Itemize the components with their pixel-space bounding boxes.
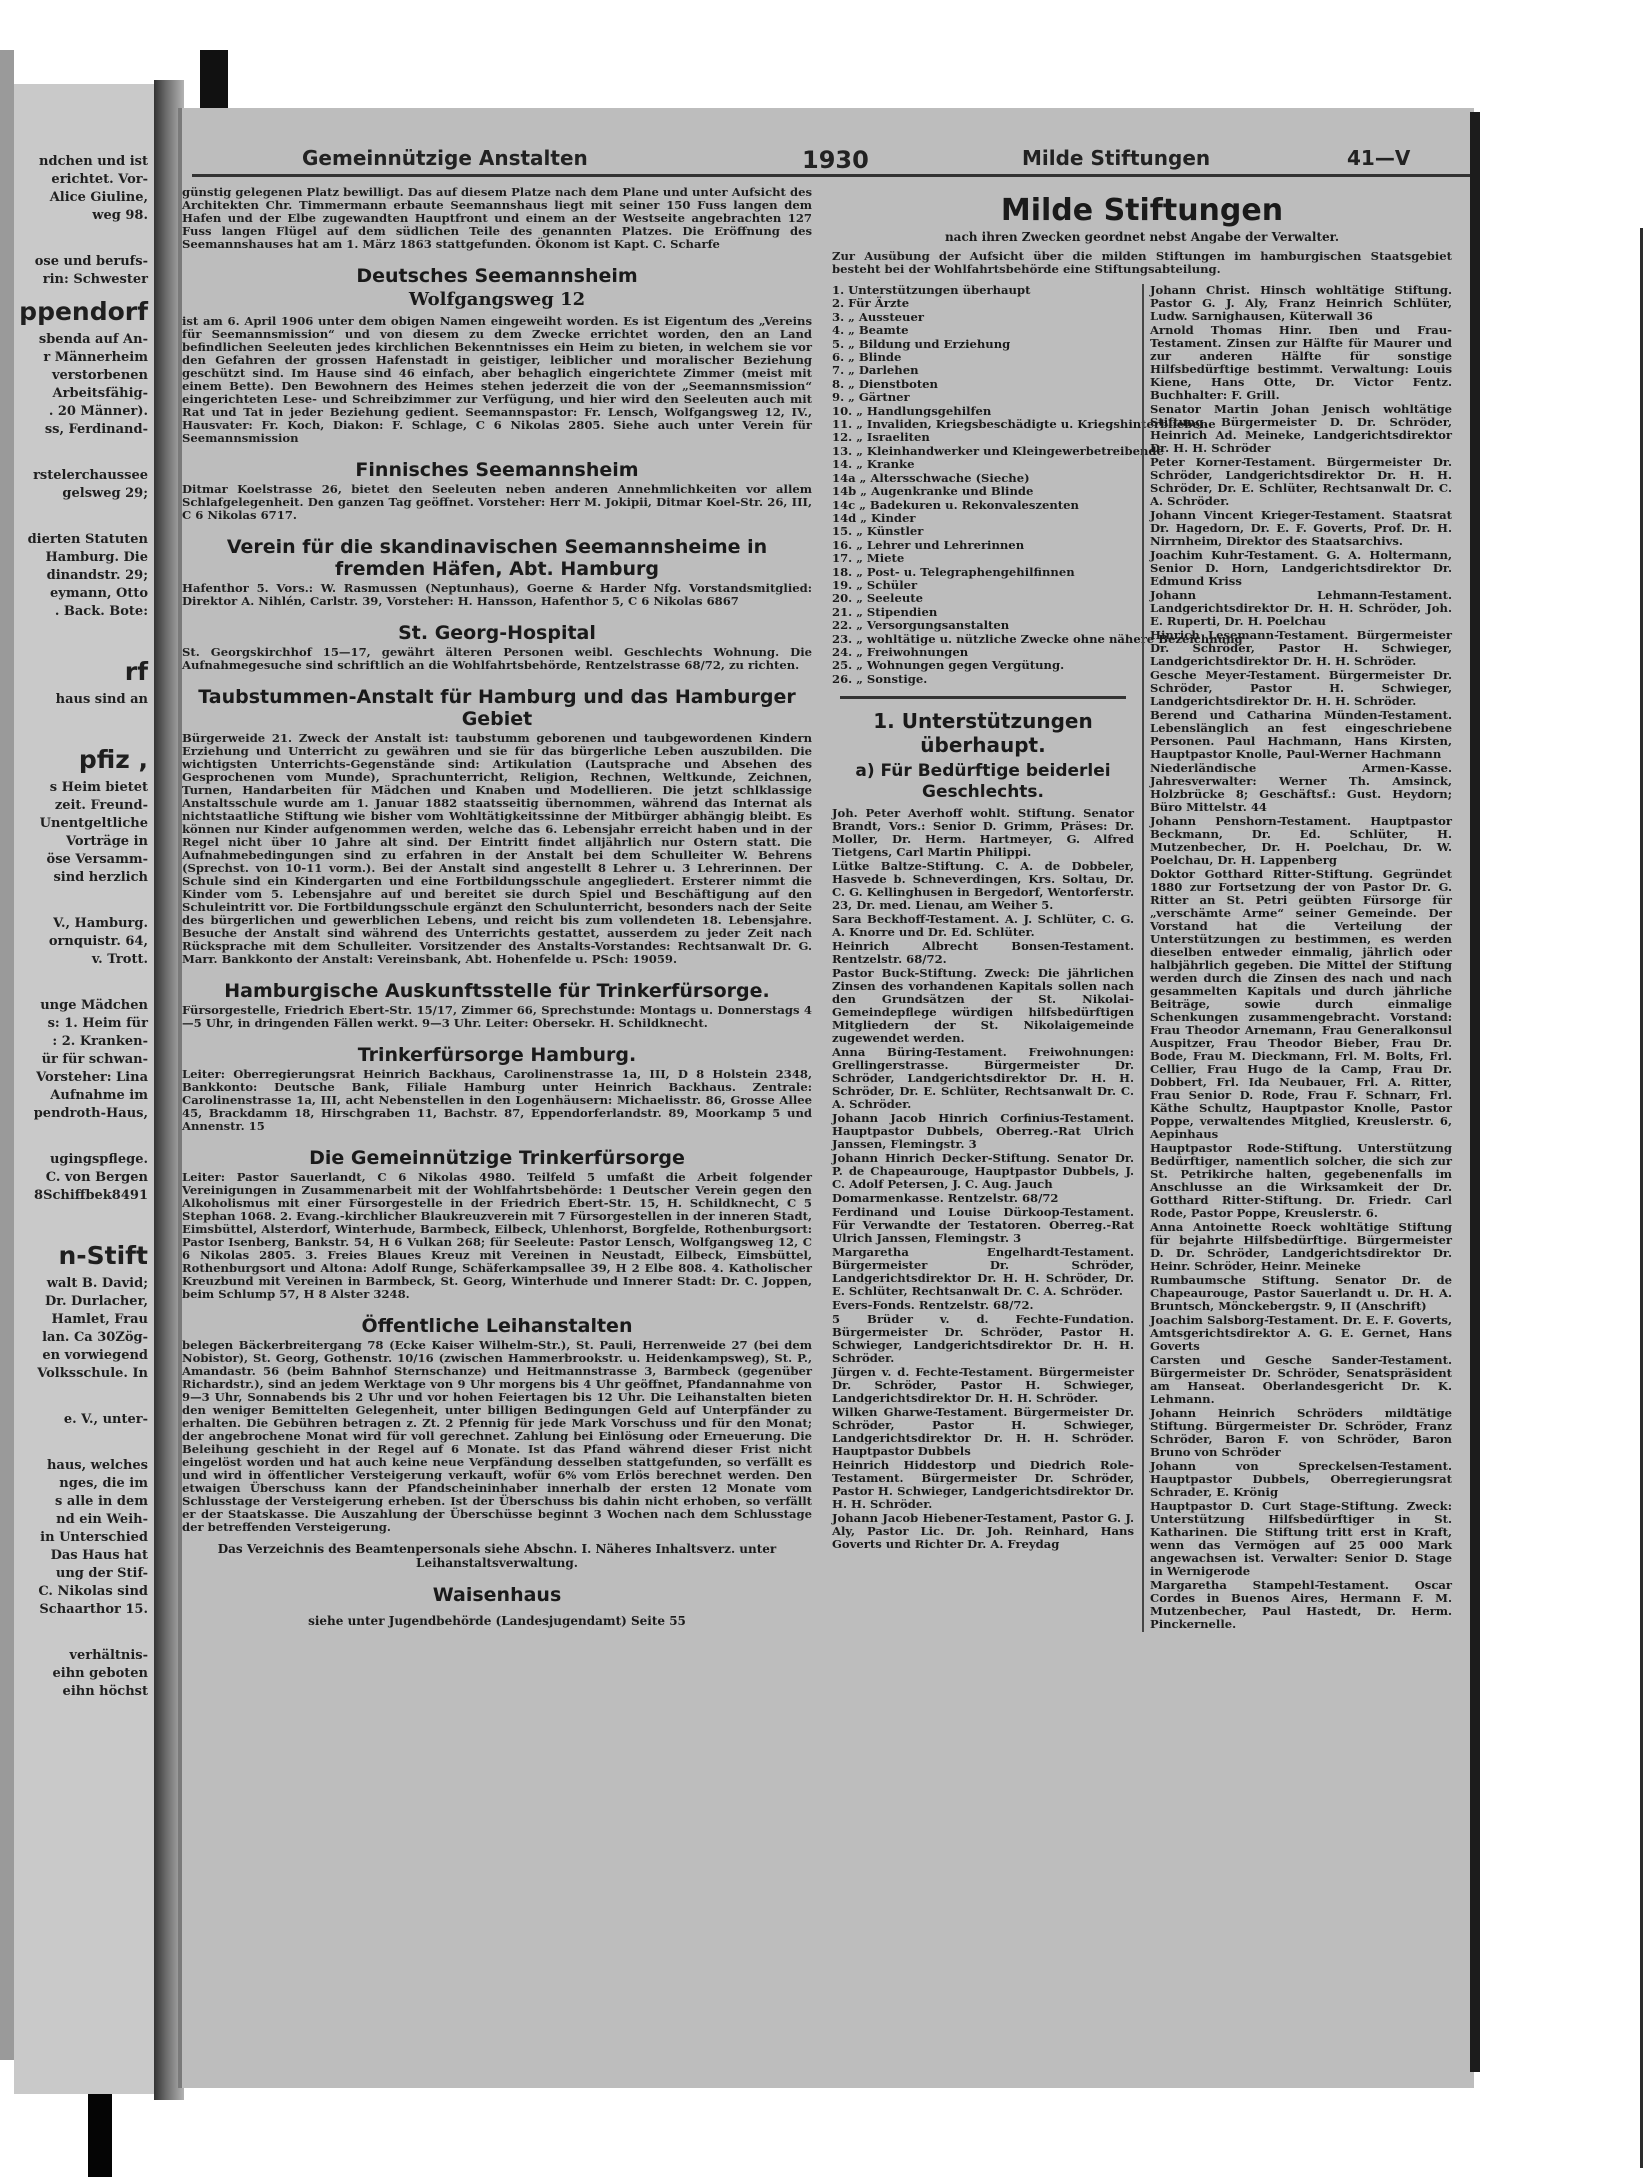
facing-page-line: dinandstr. 29; [46,568,148,583]
facing-page-line: rstelerchaussee [33,468,148,483]
category-item: 10. „ Handlungsgehilfen [832,403,992,418]
category-list [832,283,1243,686]
category-item: 14d „ Kinder [832,510,916,525]
left-text-column [182,186,822,2066]
foundation-entry: Senator Martin Johan Jenisch wohltätige Stiftung. Bürgermeister D. Dr. Schröder, Heinrich Ad. Meineke, Landgerichtsdirektor Dr. H. H. Schröder [1150,402,1452,455]
section-heading: Taubstummen-Anstalt für Hamburg und das Hamburger Gebiet [198,686,796,730]
body-paragraph: belegen Bäckerbreitergang 78 (Ecke Kaiser Wilhelm-Str.), St. Pauli, Herrenweide 27 (bei dem Nobistor), St. Georg, Gothenstr. 10/16 (zwischen Hammerbrookstr. u. Heidenkampsweg), St. P., Amandastr. 56 (beim Bahnhof Sternschanze) und Heitmannstrasse 3, Barmbeck (gegenüber Richardstr.), sind an jedem Werktage von 9 Uhr morgens bis 4 Uhr geöffnet, Pfandannahme von 9—3 Uhr, Sonnabends bis 2 Uhr und vor hohen Feiertagen bis 12 Uhr. Die Leihanstalten bieten den weniger Bemittelten Gelegenheit, unter billigen Bedingungen Geld auf Unterpfänder zu erhalten. Die Gebühren betragen z. Zt. 2 Pfennig für jede Mark Vorschuss und für den Monat; der angebrochene Monat wird für voll gerechnet. Zahlung bei Einlösung oder Erneuerung. Die Beleihung geschieht in der Regel auf 6 Monate. Ist das Pfand während dieser Frist nicht eingelöst worden und hat auch keine neue Verpfändung desselben stattgefunden, so verfällt es und wird in öffentlicher Versteigerung verkauft, wofür 6% vom Erlös berechnet werden. Den etwaigen Überschuss kann der Pfandscheininhaber innerhalb der ersten 12 Monate vom Schlusstage der Versteigerung erheben. Ist der Überschuss bis dahin nicht erhoben, so verfällt er der Staatskasse. Die Auszahlung der Überschüsse beginnt 3 Wochen nach dem Schlusstage der betreffenden Versteigerung. [182,1338,812,1534]
running-head-left: Gemeinnützige Anstalten [302,146,588,170]
category-item: 8. „ Dienstboten [832,376,938,391]
foundation-entry: Johann Hinrich Decker-Stiftung. Senator Dr. P. de Chapeaurouge, Hauptpastor Dubbels, J. C. Adolf Petersen, J. C. Aug. Jauch [832,1151,1134,1192]
scan-edge-left [0,50,14,2060]
page-edge [1470,112,1480,2072]
category-item: 17. „ Miete [832,551,905,566]
category-item: 16. „ Lehrer und Lehrerinnen [832,537,1025,552]
foundation-entry: Doktor Gotthard Ritter-Stiftung. Gegründet 1880 zur Fortsetzung der von Pastor Dr. G. Ritter an St. Petri geübten Fürsorge für „verschämte Arme“ seiner Gemeinde. Der Vorstand hat die Verteilung der Unterstützungen zu bestimmen, es werden dieselben entweder einmalig, jährlich oder halbjährlich gegeben. Die Mittel der Stiftung werden durch die Zinsen des nach und nach gesammelten Kapitals und durch jährliche Beiträge, sowie durch einmalige Schenkungen zusammengebracht. Vorstand: Frau Theodor Arnemann, Frau Generalkonsul Auspitzer, Frau Theodor Bieber, Frau Dr. Bode, Frau M. Dieckmann, Frl. M. Bolts, Frl. Cellier, Frau Hugo de la Camp, Frau Dr. Dobbert, Frl. Ida Neubauer, Frl. A. Ritter, Frau Senior D. Rode, Frau F. Schnarr, Frl. Käthe Schultz, Hauptpastor Knolle, Pastor Poppe, verwaltendes Mitglied, Kreuslerstr. 6, Aepinhaus [1150,867,1452,1141]
category-item: 7. „ Darlehen [832,363,919,378]
facing-page-line: Hamlet, Frau [51,1312,148,1327]
category-item: 1. Unterstützungen überhaupt [832,283,1031,297]
foundation-entry: Jürgen v. d. Fechte-Testament. Bürgermeister Dr. Schröder, Pastor H. Schwieger, Landgerichtsdirektor Dr. H. H. Schröder. [832,1365,1134,1406]
running-head-right: Milde Stiftungen [1022,146,1211,170]
entry-list-left [832,807,1134,1551]
foundation-entry: Joachim Salsborg-Testament. Dr. E. F. Goverts, Amtsgerichtsdirektor A. G. E. Gernet, Hans Goverts [1150,1313,1452,1353]
facing-page-line: s: 1. Heim für [47,1016,148,1031]
facing-page-line: Unentgeltliche [39,816,148,831]
facing-page-line: Aufnahme im [50,1088,148,1103]
category-item: 15. „ Künstler [832,524,924,539]
section-heading: 1. Unterstützungen überhaupt. [873,709,1093,758]
section-subtitle: nach ihren Zwecken geordnet nebst Angabe der Verwalter. [944,230,1340,244]
facing-page-line: nd ein Weih- [56,1512,148,1527]
foundation-entry: Margaretha Stampehl-Testament. Oscar Cordes in Buenos Aires, Hermann F. M. Mutzenbecher, Paul Hastedt, Dr. Herm. Pinckernelle. [1150,1578,1452,1631]
section-heading: Verein für die skandinavischen Seemannsheime in fremden Häfen, Abt. Hamburg [226,536,768,580]
body-paragraph: Bürgerweide 21. Zweck der Anstalt ist: taubstumm geborenen und taubgewordenen Kindern Erziehung und Unterricht zu gewähren und sie für das bürgerliche Leben auszubilden. Die wichtigsten Unterrichts-Gegenstände sind: Artikulation (Lautsprache und Absehen des Gesprochenen vom Munde), Sprachunterricht, Religion, Rechnen, Weltkunde, Zeichnen, Turnen, Handarbeiten für Mädchen und Knaben und Modellieren. Die jetzt schlklassige Anstaltsschule wurde am 1. Januar 1882 staatsseitig übernommen, während das Internat als nichtstaatliche Stiftung wie bisher vom Wohltätigkeitssinne der Mitbürger abhängig bleibt. Es können nur Kinder aufgenommen werden, welche das 6. Lebensjahr erreicht haben und in der Regel nicht über 10 Jahre alt sind. Der Eintritt findet alljährlich nur Ostern statt. Die Aufnahmebedingungen sind zu erfahren in der Anstalt bei dem Schulleiter W. Behrens (Sprechst. von 10-11 vorm.). Bei der Anstalt sind angestellt 8 Lehrer u. 3 Lehrerinnen. Der Schule sind ein Kindergarten und eine Fortbildungsschule angegliedert. Ersterer nimmt die Kinder vom 5. Lebensjahre auf und bereitet sie durch Spiel und Beschäftigung auf den Schuleintritt vor. Die Fortbildungsschule ergänzt den Schulunterricht, besonders nach der Seite des bürgerlichen und gewerblichen Lebens, und reicht bis zum vollendeten 18. Lebensjahre. Besuche der Anstalt sind während des Unterrichts gestattet, ausserdem zu jeder Zeit nach Rücksprache mit dem Schulleiter. Vorsitzender des Anstalts-Vorstandes: Rechtsanwalt Dr. G. Marr. Bankkonto der Anstalt: Vereinsbank, Abt. Hohenfelde u. PSch: 19059. [182,731,812,966]
facing-page-line: rf [124,657,148,686]
foundation-entry: Wilken Gharwe-Testament. Bürgermeister Dr. Schröder, Pastor H. Schwieger, Landgerichtsdirektor Dr. H. H. Schröder. Hauptpastor Dubbels [832,1405,1134,1459]
closing-text: siehe unter Jugendbehörde (Landesjugendamt) Seite 55 [308,1614,686,1628]
category-item: 3. „ Aussteuer [832,309,924,324]
facing-page-line: Arbeitsfähig- [52,386,148,401]
foundation-entry: Rumbaumsche Stiftung. Senator Dr. de Chapeaurouge, Pastor Sauerlandt u. Dr. H. A. Bruntsch, Mönckebergstr. 9, II (Anschrift) [1150,1273,1452,1313]
category-item: 26. „ Sonstige. [832,671,928,686]
facing-page-line: lan. Ca 30Zög- [42,1330,148,1345]
foundation-entry: Domarmenkasse. Rentzelstr. 68/72 [832,1191,1059,1206]
foundation-entry: Carsten und Gesche Sander-Testament. Bürgermeister Dr. Schröder, Senatspräsident am Hanseat. Oberlandesgericht Dr. K. Lehmann. [1150,1353,1452,1406]
facing-page-line: . 20 Männer). [48,404,148,419]
facing-page-line: 8Schiffbek8491 [34,1188,148,1203]
facing-page-line: verstorbenen [51,368,148,383]
facing-page-line: erichtet. Vor- [51,172,148,187]
category-item: 11. „ Invaliden, Kriegsbeschädigte u. Kriegshinterbliebene [832,417,1216,432]
sub-column-left [832,283,1243,1632]
sub-column-right [1142,284,1452,1632]
facing-page-line: sind herzlich [53,870,148,885]
foundation-entry: Peter Korner-Testament. Bürgermeister Dr. Schröder, Landgerichtsdirektor Dr. H. H. Schröder, Dr. E. Schlüter, Rechtsanwalt Dr. C. A. Schröder. [1150,455,1452,508]
facing-page-line: unge Mädchen [40,998,148,1013]
right-text-column [832,186,1452,2066]
body-paragraph: günstig gelegenen Platz bewilligt. Das auf diesem Platze nach dem Plane und unter Aufsicht des Architekten Chr. Timmermann erbaute Seemannshaus liegt mit seiner 150 Fuss langen dem Hafen und der Elbe zugewandten Hauptfront und einem an der Westseite angebrachten 127 Fuss langen Flügel auf dem südlichen Teile des genannten Platzes. Die Eröffnung des Seemannshauses hat am 1. März 1863 stattgefunden. Ökonom ist Kapt. C. Scharfe [182,185,812,251]
section-heading: Die Gemeinnützige Trinkerfürsorge [309,1147,685,1169]
facing-page-line: ss, Ferdinand- [44,422,148,437]
divider [840,696,1126,699]
category-item: 19. „ Schüler [832,577,918,592]
facing-page-line: eihn höchst [62,1684,148,1699]
running-head-year: 1930 [802,146,869,174]
facing-page-line: pendroth-Haus, [33,1106,148,1121]
facing-page-line: ose und berufs- [34,254,148,269]
category-item: 25. „ Wohnungen gegen Vergütung. [832,658,1065,673]
section-heading: St. Georg-Hospital [398,622,596,644]
category-item: 5. „ Bildung und Erziehung [832,336,1011,351]
facing-page-line: s Heim bietet [49,780,148,795]
facing-page-line: sbenda auf An- [38,332,148,347]
section-intro: Zur Ausübung der Aufsicht über die milden Stiftungen im hamburgischen Staatsgebiet besteht bei der Wohlfahrtsbehörde eine Stiftungsabteilung. [832,249,1452,276]
foundation-entry: Johann Penshorn-Testament. Hauptpastor Beckmann, Dr. Ed. Schlüter, H. Mutzenbecher, Dr. H. Poelchau, Dr. W. Poelchau, Dr. H. Lappenberg [1150,814,1452,867]
category-item: 24. „ Freiwohnungen [832,644,969,659]
body-paragraph: St. Georgskirchhof 15—17, gewährt älteren Personen weibl. Geschlechts Wohnung. Die Aufnahmegesuche sind schriftlich an die Wohlfahrtsbehörde, Rentzelstrasse 68/72, zu richten. [182,645,812,672]
category-item: 14b „ Augenkranke und Blinde [832,484,1034,499]
foundation-entry: Berend und Catharina Münden-Testament. Lebenslänglich an fest eingeschriebene Personen. Paul Hachmann, Hans Kirsten, Hauptpastor Knolle, Paul-Werner Hachmann [1150,708,1452,761]
entry-list-right [1150,284,1452,1631]
category-item: 14c „ Badekuren u. Rekonvaleszenten [832,497,1079,512]
foundation-entry: Hauptpastor Rode-Stiftung. Unterstützung Bedürftiger, namentlich solcher, die sich zur St. Petrikirche halten, gegebenenfalls im Anschlusse an die Wirksamkeit der Dr. Gotthard Ritter-Stiftung. Dr. Friedr. Carl Rode, Pastor Poppe, Kreuslerstr. 6. [1150,1141,1452,1220]
facing-page-line: ndchen und ist [39,154,148,169]
facing-page-line: en vorwiegend [42,1348,148,1363]
body-paragraph: Ditmar Koelstrasse 26, bietet den Seeleuten neben anderen Annehmlichkeiten vor allem Schlafgelegenheit. Den ganzen Tag geöffnet. Vorsteher: Herr M. Jokipii, Ditmar Koel-Str. 26, III, C 6 Nikolas 6717. [182,482,812,522]
facing-page-line: Alice Giuline, [49,190,148,205]
facing-page-line: nges, die im [59,1476,148,1491]
facing-page-line: e. V., unter- [63,1412,148,1427]
foundation-entry: 5 Brüder v. d. Fechte-Fundation. Bürgermeister Dr. Schröder, Pastor H. Schwieger, Landgerichtsdirektor Dr. H. H. Schröder. [832,1312,1134,1366]
foundation-entry: Hinrich Lesemann-Testament. Bürgermeister Dr. Schröder, Pastor H. Schwieger, Landgerichtsdirektor Dr. H. H. Schröder. [1150,628,1452,668]
facing-page-line: rin: Schwester [42,272,148,287]
category-item: 12. „ Israeliten [832,430,930,445]
category-item: 22. „ Versorgungsanstalten [832,618,1010,633]
foundation-entry: Johann Jacob Hiebener-Testament, Pastor G. J. Aly, Pastor Lic. Dr. Joh. Reinhard, Hans Goverts und Richter Dr. A. Freydag [832,1511,1134,1552]
body-paragraph: ist am 6. April 1906 unter dem obigen Namen eingeweiht worden. Es ist Eigentum des „Vereins für Seemannsmission“ und von diesem zu dem Zwecke errichtet worden, den an Land befindlichen Seeleuten jedes kirchlichen Bekenntnisses ein Heim zu bieten, in welchem sie vor den Gefahren der grossen Hafenstadt in geistiger, leiblicher und moralischer Beziehung geschützt sind. Im Hause sind 46 einfach, aber behaglich eingerichtete Zimmer (meist mit einem Bette). Den Bewohnern des Heimes stehen jederzeit die von der „Seemannsmission“ eingerichteten Lese- und Schreibzimmer zur Verfügung, und hier wird den Seeleuten auch mit Rat und Tat in jeder Beziehung gedient. Seemannspastor: Fr. Lensch, Wolfgangsweg 12, IV., Hausvater: Fr. Koch, Diakon: F. Schlage, C 6 Nikolas 2805. Siehe auch unter Verein für Seemannsmission [182,314,812,445]
foundation-entry: Heinrich Hiddestorp und Diedrich Role-Testament. Bürgermeister Dr. Schröder, Pastor H. Schwieger, Landgerichtsdirektor Dr. H. H. Schröder. [832,1458,1134,1512]
body-paragraph: Leiter: Oberregierungsrat Heinrich Backhaus, Carolinenstrasse 1a, III, D 8 Holstein 2348, Bankkonto: Deutsche Bank, Filiale Hamburg unter Heinrich Backhaus. Zentrale: Carolinenstrasse 1a, III, acht Nebenstellen in den Logenhäusern: Michaelisstr. 86, Grosse Allee 45, Brackdamm 18, Hirschgraben 11, Bachstr. 87, Eppendorferlandstr. 89, Moorkamp 5 und Annenstr. 15 [182,1067,812,1133]
section-heading: Öffentliche Leihanstalten [361,1315,633,1337]
foundation-entry: Lütke Baltze-Stiftung. C. A. de Dobbeler, Hasvede b. Schneverdingen, Krs. Soltau, Dr. C. G. Kellinghusen in Bergedorf, Wentorferstr. 23, Dr. med. Lienau, am Weiher 5. [832,859,1134,913]
header-rule [192,174,1474,177]
facing-page-line: ugingspflege. [49,1152,148,1167]
category-item: 14a „ Altersschwache (Sieche) [832,470,1030,485]
foundation-entry: Johann Heinrich Schröders mildtätige Stiftung. Bürgermeister Dr. Schröder, Franz Schröder, Baron F. von Schröder, Baron Bruno von Schröder [1150,1406,1452,1459]
category-item: 14. „ Kranke [832,457,915,472]
section-heading: Finnisches Seemannsheim [355,459,639,481]
facing-page-line: s alle in dem [55,1494,148,1509]
facing-page-line: Das Haus hat [50,1548,148,1563]
body-paragraph: Leiter: Pastor Sauerlandt, C 6 Nikolas 4980. Teilfeld 5 umfaßt die Arbeit folgender Vereinigungen in Zusammenarbeit mit der Wohlfahrtsbehörde: 1 Deutscher Verein gegen den Alkoholismus mit einer Fürsorgestelle in der Friedrich Ebert-Str. 15, H. Schildknecht, C 5 Stephan 1068. 2. Evang.-kirchlicher Blaukreuzverein mit 7 Fürsorgestellen in der inneren Stadt, Eimsbüttel, Alsterdorf, Winterhude, Barmbeck, Eilbeck, Uhlenhorst, Borgfelde, Rothenburgsort: Pastor Isenberg, Bankstr. 54, H 6 Vulkan 268; für Seeleute: Pastor Lensch, Wolfgangsweg 12, C 6 Nikolas 2805. 3. Freies Blaues Kreuz mit Vereinen in Neustadt, Eilbeck, Eimsbüttel, Rothenburgsort und Altona: Adolf Runge, Schäferkampsallee 39, H 2 Elbe 808. 4. Katholischer Kreuzbund mit Vereinen in Barmbeck, St. Georg, Winterhude und Innerer Stadt: Dr. C. Joppen, beim Schlump 57, H 8 Alster 3248. [182,1170,812,1301]
facing-page-line: V., Hamburg. [53,916,148,931]
facing-page-line: v. Trott. [91,952,148,967]
foundation-entry: Pastor Buck-Stiftung. Zweck: Die jährlichen Zinsen des vorhandenen Kapitals sollen nach den Grundsätzen der St. Nikolai-Gemeindepflege würdigen hilfsbedürftigen Mitgliedern der St. Nikolaigemeinde zugewendet werden. [832,966,1134,1046]
facing-page-line: Dr. Durlacher, [45,1294,148,1309]
body-paragraph: Hafenthor 5. Vors.: W. Rasmussen (Neptunhaus), Goerne & Harder Nfg. Vorstandsmitglied: Direktor A. Nihlén, Carlstr. 39, Vorsteher: H. Hansson, Hafenthor 5, C 6 Nikolas 6867 [182,581,812,608]
category-item: 23. „ wohltätige u. nützliche Zwecke ohne nähere Bezeichnung [832,631,1243,646]
foundation-entry: Arnold Thomas Hinr. Iben und Frau-Testament. Zinsen zur Hälfte für Maurer und zur anderen Hälfte für sonstige Hilfsbedürftige bestimmt. Verwaltung: Louis Kiene, Hans Otte, Dr. Victor Fentz. Buchhalter: F. Grill. [1150,323,1452,402]
foundation-entry: Johann von Spreckelsen-Testament. Hauptpastor Dubbels, Oberregierungsrat Schrader, E. Krönig [1150,1459,1452,1499]
foundation-entry: Niederländische Armen-Kasse. Jahresverwalter: Werner Th. Amsinck, Holzbrücke 8; Geschäftsf.: Gust. Heydorn; Büro Mittelstr. 44 [1150,761,1452,814]
facing-page-line: Vorsteher: Lina [36,1070,148,1085]
foundation-entry: Evers-Fonds. Rentzelstr. 68/72. [832,1298,1034,1313]
facing-page-line: Vorträge in [66,834,148,849]
category-item: 20. „ Seeleute [832,591,923,606]
category-item: 6. „ Blinde [832,350,902,365]
facing-page-line: pfiz , [78,745,148,774]
facing-page-line: öse Versamm- [46,852,148,867]
facing-page-line: n-Stift [58,1241,148,1270]
facing-page-line: eymann, Otto [50,586,148,601]
foundation-entry: Ferdinand und Louise Dürkoop-Testament. Für Verwandte der Testatoren. Oberreg.-Rat Ulrich Janssen, Flemingstr. 3 [832,1205,1134,1246]
category-item: 18. „ Post- u. Telegraphengehilfinnen [832,564,1075,579]
foundation-entry: Sara Beckhoff-Testament. A. J. Schlüter, C. G. A. Knorre und Dr. Ed. Schlüter. [832,912,1134,940]
sub-section-heading: a) Für Bedürftige beiderlei Geschlechts. [855,761,1111,803]
facing-page-line: verhältnis- [69,1648,148,1663]
facing-page-line: : 2. Kranken- [52,1034,148,1049]
foundation-entry: Joh. Peter Averhoff wohlt. Stiftung. Senator Brandt, Vors.: Senior D. Grimm, Präses: Dr. Moller, Dr. Herm. Hartmeyer, G. Alfred Tietgens, Carl Martin Philippi. [832,806,1134,860]
foundation-entry: Margaretha Engelhardt-Testament. Bürgermeister Dr. Schröder, Landgerichtsdirektor Dr. H. H. Schröder, Dr. E. Schlüter, Rechtsanwalt Dr. C. A. Schröder. [832,1245,1134,1299]
facing-page-line: gelsweg 29; [62,486,148,501]
facing-page-line: C. Nikolas sind [38,1584,148,1599]
note-text: Das Verzeichnis des Beamtenpersonals siehe Abschn. I. Näheres Inhaltsverz. unter Leihanstaltsverwaltung. [217,1542,777,1570]
facing-page-line: Schaarthor 15. [39,1602,148,1617]
facing-page-line: . Back. Bote: [54,604,148,619]
main-page [178,108,1474,2088]
body-paragraph: Fürsorgestelle, Friedrich Ebert-Str. 15/17, Zimmer 66, Sprechstunde: Montags u. Donnerstags 4—5 Uhr, in dringenden Fällen werkt. 9—3 Uhr. Leiter: Obersekr. H. Schildknecht. [182,1003,812,1030]
category-item: 9. „ Gärtner [832,390,910,405]
facing-page-line: dierten Statuten [27,532,148,547]
facing-page-fragment [14,84,160,2094]
facing-page-line: r Männerheim [43,350,148,365]
foundation-entry: Anna Büring-Testament. Freiwohnungen: Grellingerstrasse. Bürgermeister Dr. Schröder, Landgerichtsdirektor Dr. H. H. Schröder, Dr. E. Schlüter, Rechtsanwalt Dr. C. A. Schröder. [832,1045,1134,1112]
section-heading: Waisenhaus [432,1584,562,1606]
facing-page-line: ür für schwan- [41,1052,148,1067]
facing-page-line: haus, welches [46,1458,148,1473]
foundation-entry: Heinrich Albrecht Bonsen-Testament. Rentzelstr. 68/72. [832,939,1134,967]
facing-page-line: ung der Stif- [55,1566,148,1581]
foundation-entry: Johann Vincent Krieger-Testament. Staatsrat Dr. Hagedorn, Dr. E. F. Goverts, Prof. Dr. H. Nirrnheim, Direktor des Staatsarchivs. [1150,508,1452,548]
section-heading: Trinkerfürsorge Hamburg. [357,1044,637,1066]
facing-page-line: haus sind an [55,692,148,707]
category-item: 21. „ Stipendien [832,604,938,619]
facing-page-line: ornquistr. 64, [48,934,148,949]
facing-page-line: weg 98. [92,208,148,223]
foundation-entry: Hauptpastor D. Curt Stage-Stiftung. Zweck: Unterstützung Hilfsbedürftiger in St. Katharinen. Die Stiftung tritt erst in Kraft, wenn das Vermögen auf 25 000 Mark angewachsen ist. Verwalter: Senior D. Stage in Wernigerode [1150,1499,1452,1578]
foundation-entry: Anna Antoinette Roeck wohltätige Stiftung für bejahrte Hilfsbedürftige. Bürgermeister D. Dr. Schröder, Landgerichtsdirektor Dr. Heinr. Schröder, Heinr. Meineke [1150,1220,1452,1273]
category-item: 4. „ Beamte [832,323,909,338]
section-heading: Hamburgische Auskunftsstelle für Trinkerfürsorge. [224,980,770,1002]
facing-page-line: walt B. David; [46,1276,148,1291]
foundation-entry: Johann Jacob Hinrich Corfinius-Testament. Hauptpastor Dubbels, Oberreg.-Rat Ulrich Janssen, Flemingstr. 3 [832,1111,1134,1152]
page-number: 41—V [1347,146,1411,170]
facing-page-line: Volksschule. In [37,1366,148,1381]
address-line: Wolfgangsweg 12 [408,289,586,310]
facing-page-line: zeit. Freund- [54,798,148,813]
facing-page-line: Hamburg. Die [45,550,148,565]
facing-page-line: in Unterschied [40,1530,148,1545]
category-item: 13. „ Kleinhandwerker und Kleingewerbetreibende [832,443,1164,458]
facing-page-line: eihn geboten [52,1666,148,1681]
facing-page-line: ppendorf [19,297,148,326]
section-title: Milde Stiftungen [1000,193,1284,228]
foundation-entry: Gesche Meyer-Testament. Bürgermeister Dr. Schröder, Pastor H. Schwieger, Landgerichtsdirektor Dr. H. H. Schröder. [1150,668,1452,708]
foundation-entry: Joachim Kuhr-Testament. G. A. Holtermann, Senior D. Horn, Landgerichtsdirektor Dr. Edmund Kriss [1150,548,1452,588]
category-item: 2. Für Ärzte [832,296,910,311]
section-heading: Deutsches Seemannsheim [356,265,638,287]
foundation-entry: Johann Christ. Hinsch wohltätige Stiftung. Pastor G. J. Aly, Franz Heinrich Schlüter, Ludw. Sarnighausen, Küterwall 36 [1150,283,1452,323]
foundation-entry: Johann Lehmann-Testament. Landgerichtsdirektor Dr. H. H. Schröder, Joh. E. Ruperti, Dr. H. Poelchau [1150,588,1452,628]
facing-page-line: C. von Bergen [45,1170,148,1185]
